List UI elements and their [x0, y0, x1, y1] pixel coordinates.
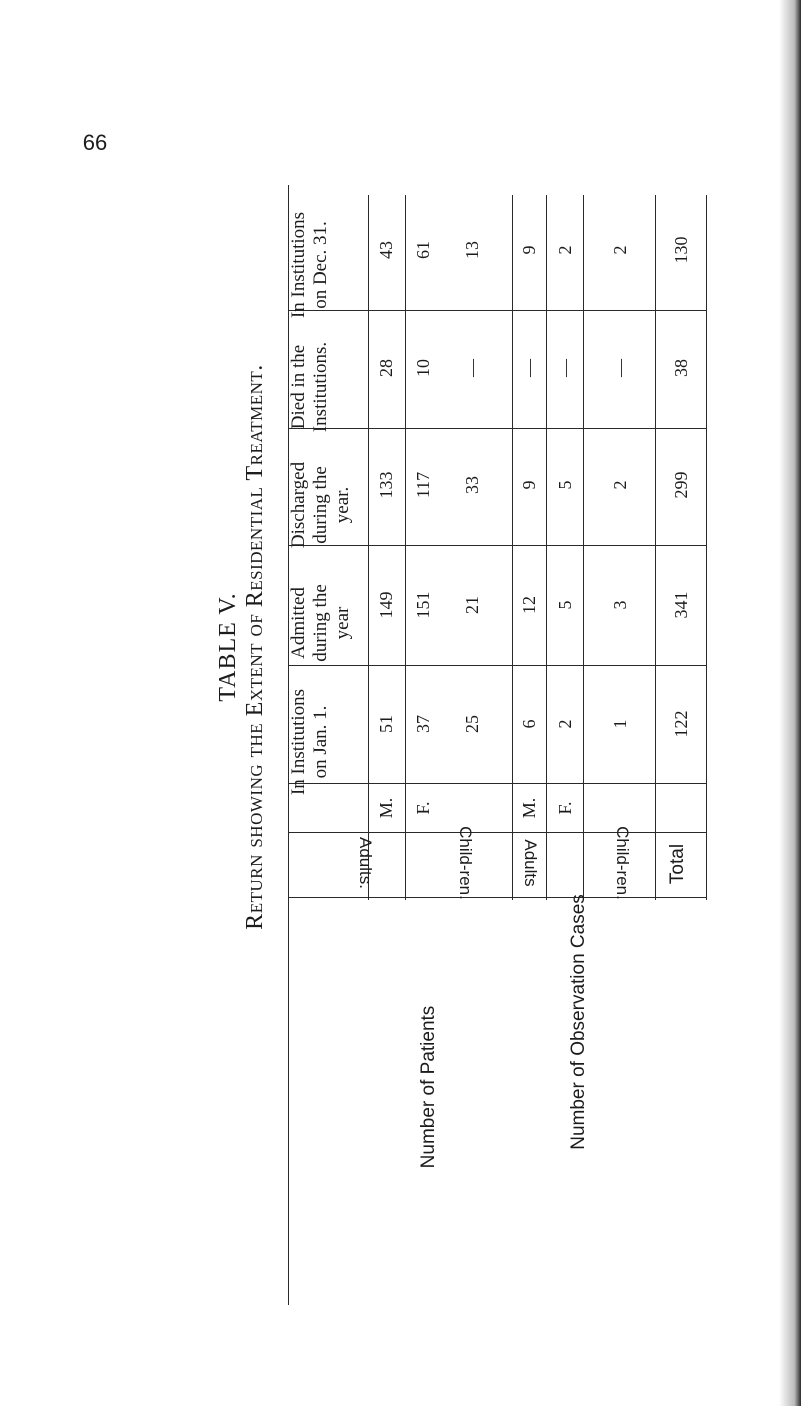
sex-label: M.: [376, 797, 396, 819]
cell: 9: [519, 245, 539, 255]
cell: —: [610, 359, 630, 377]
cell: 3: [610, 600, 630, 610]
cell: 38: [671, 359, 691, 377]
cell: 122: [671, 710, 691, 738]
column-header-died: Died in the Institutions.: [288, 341, 331, 433]
column-header-in-dec: In Institutions on Dec. 31.: [288, 211, 331, 319]
table-title: TABLE V.: [215, 592, 241, 702]
cell: 1: [610, 719, 630, 729]
cell: 2: [555, 719, 575, 729]
cell: 149: [376, 591, 396, 619]
group-label-children: Child-ren.: [456, 826, 475, 900]
column-header-in-jan: In Institutions on Jan. 1.: [288, 688, 331, 796]
cell: 130: [671, 236, 691, 264]
sex-label: F.: [555, 801, 575, 815]
cell: 21: [462, 596, 482, 614]
cell: 12: [519, 596, 539, 614]
row-group-patients: Number of Patients: [418, 1005, 439, 1169]
cell: 151: [413, 591, 433, 619]
cell: 117: [413, 471, 433, 499]
group-label-total: Total: [667, 843, 688, 885]
page-edge-shadow: [779, 0, 801, 1406]
cell: 25: [462, 715, 482, 733]
group-label-children-obs: Child-ren.: [613, 826, 632, 900]
column-header-admitted: Admitted during the year: [288, 584, 353, 662]
cell: 9: [519, 480, 539, 490]
cell: —: [555, 359, 575, 377]
cell: 37: [413, 715, 433, 733]
cell: 299: [671, 471, 691, 499]
cell: —: [519, 359, 539, 377]
group-label-adults: Adults.: [356, 837, 375, 889]
cell: 5: [555, 480, 575, 490]
sex-label: F.: [413, 801, 433, 815]
cell: 43: [376, 241, 396, 259]
sex-label: M.: [519, 797, 539, 819]
cell: 33: [462, 476, 482, 494]
column-header-discharged: Discharged during the year.: [288, 461, 353, 549]
table-subtitle: Return showing the Extent of Residential Treatment.: [242, 364, 268, 930]
cell: 2: [610, 480, 630, 490]
cell: 6: [519, 719, 539, 729]
cell: 51: [376, 715, 396, 733]
cell: 5: [555, 600, 575, 610]
cell: 28: [376, 359, 396, 377]
cell: 133: [376, 471, 396, 499]
group-label-adults-obs: Adults: [521, 839, 540, 887]
cell: 2: [555, 245, 575, 255]
cell: 341: [671, 591, 691, 619]
page-number: 66: [82, 130, 108, 155]
cell: —: [462, 359, 482, 377]
row-group-observation: Number of Observation Cases: [568, 894, 589, 1150]
cell: 61: [413, 241, 433, 259]
cell: 2: [610, 245, 630, 255]
cell: 10: [413, 359, 433, 377]
cell: 13: [462, 241, 482, 259]
